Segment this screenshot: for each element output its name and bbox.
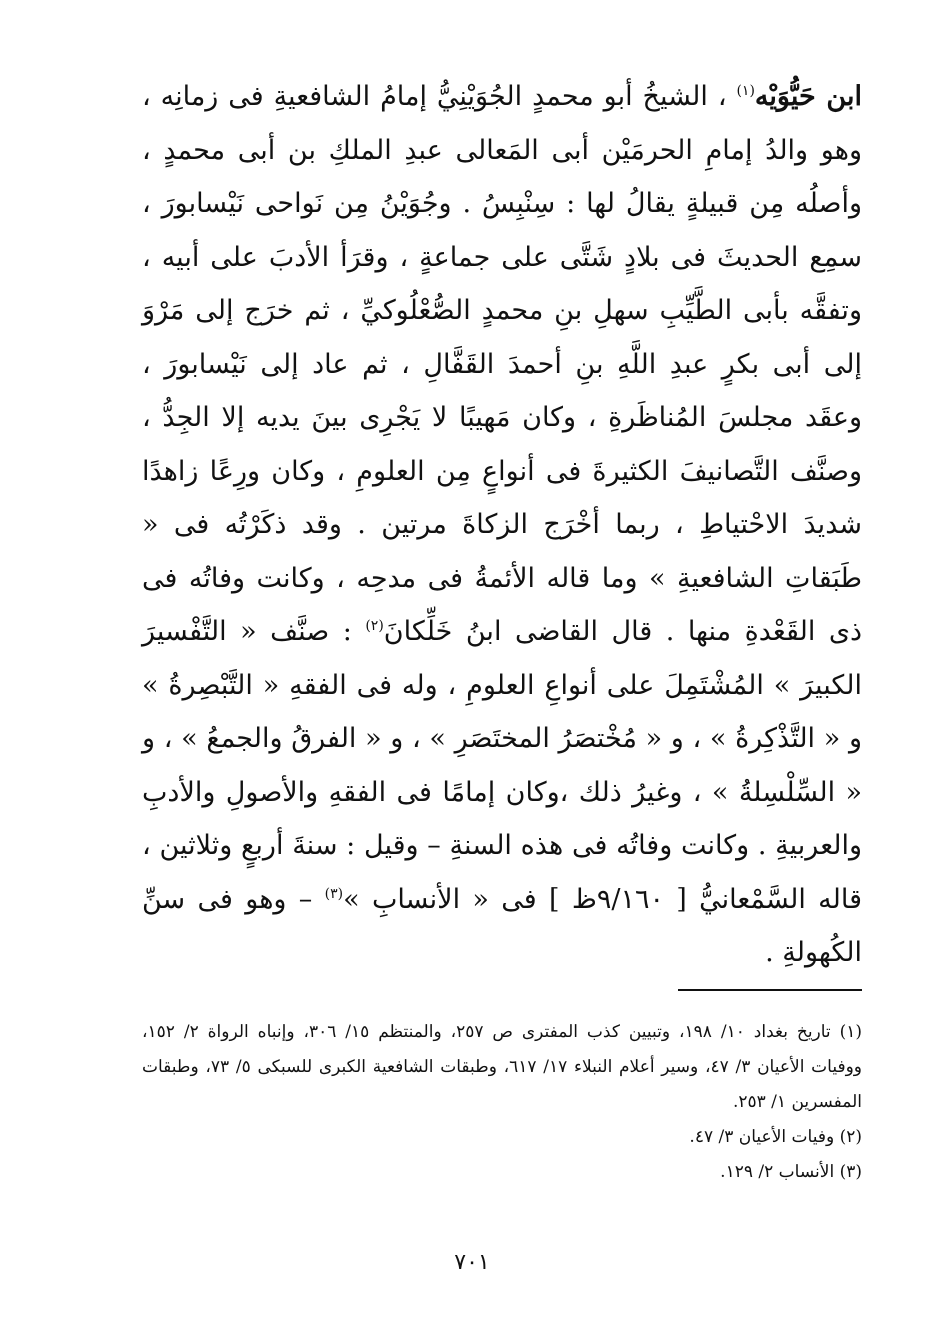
footnote-ref-3: (٣) xyxy=(324,885,344,902)
main-text-block xyxy=(142,70,862,980)
footnote-3: (٣) الأنساب ٢/ ١٢٩. xyxy=(720,1162,862,1182)
page-number: ٧٠١ xyxy=(454,1250,490,1275)
entry-heading: ابن حَيُّوَيْه xyxy=(754,81,862,112)
footnote-1: (١) تاريخ بغداد ١٠/ ١٩٨، وتبيين كذب المفترى ص ٢٥٧، والمنتظم ١٥/ ٣٠٦، وإنباه الرواة ٢/ ١٥٢، ووفيات الأعيان ٣/ ٤٧، وسير أعلام النبلاء ١٧/ ٦١٧، وطبقات الشافعية الكبرى للسبكى ٥/ ٧٣، وطبقات المفسرين ١/ ٢٥٣. xyxy=(142,1022,863,1112)
footnote-ref-2: (٢) xyxy=(365,618,384,634)
footnote-divider xyxy=(678,989,862,991)
footnote-ref-1: (١) xyxy=(736,83,755,99)
entry-text-part-1: ، الشيخُ أبو محمدٍ الجُوَيْنِيُّ إمامُ الشافعيةِ فى زمانِه ، وهو والدُ إمامِ الحرمَيْن أبى المَعالى عبدِ الملكِ بن أبى محمدٍ ، وأصلُه مِن قبيلةٍ يقالُ لها : سِنْبِسُ . وجُوَيْنُ مِن نَواحى نَيْسابورَ ، سمِع الحديثَ فى بلادٍ شَتَّى على جماعةٍ ، وقرَأ الأدبَ على أبيه ، وتفقَّه بأبى الطَّيِّبِ سهلِ بنِ محمدٍ الصُّعْلُوكيِّ ، ثم خرَج إلى مَرْوَ إلى أبى بكرٍ عبدِ اللَّهِ بنِ أحمدَ القَفَّالِ ، ثم عاد إلى نَيْسابورَ ، وعقَد مجلسَ المُناظَرةِ ، وكان مَهيبًا لا يَجْرِى بينَ يديه إلا الجِدُّ ، وصنَّف التَّصانيفَ الكثيرةَ فى أنواعٍ مِن العلومِ ، وكان ورِعًا زاهدًا شديدَ الاحْتياطِ ، ربما أخْرَج الزكاةَ مرتين . وقد ذكَرْتُه فى « طَبَقاتِ الشافعيةِ » وما قاله الأئمةُ فى مدحِه ، وكانت وفاتُه فى ذى القَعْدةِ منها . قال القاضى ابنُ خَلِّكانَ xyxy=(142,81,862,647)
entry-text-part-3: – وهو فى سنِّ الكُهولةِ . xyxy=(142,883,862,968)
entry-text-part-2: : صنَّف « التَّفْسيرَ الكبيرَ » المُشْتَمِلَ على أنواعِ العلومِ ، وله فى الفقهِ « التَّبْصِرةُ » و « التَّذْكِرةُ » ، و « مُخْتصَرُ المختَصَرِ » ، و « الفرقُ والجمعُ » ، و « السِّلْسِلةُ » ، وغيرُ ذلك ،وكان إمامًا فى الفقهِ والأصولِ والأدبِ والعربيةِ . وكانت وفاتُه فى هذه السنةِ – وقيل : سنةَ أربعٍ وثلاثين ، قاله السَّمْعانيُّ [ ٩/١٦٠ظ ] فى « الأنسابِ » xyxy=(142,616,862,915)
entry-paragraph xyxy=(142,70,862,980)
footnote-2: (٢) وفيات الأعيان ٣/ ٤٧. xyxy=(689,1127,862,1147)
footnotes-block xyxy=(142,1015,862,1190)
